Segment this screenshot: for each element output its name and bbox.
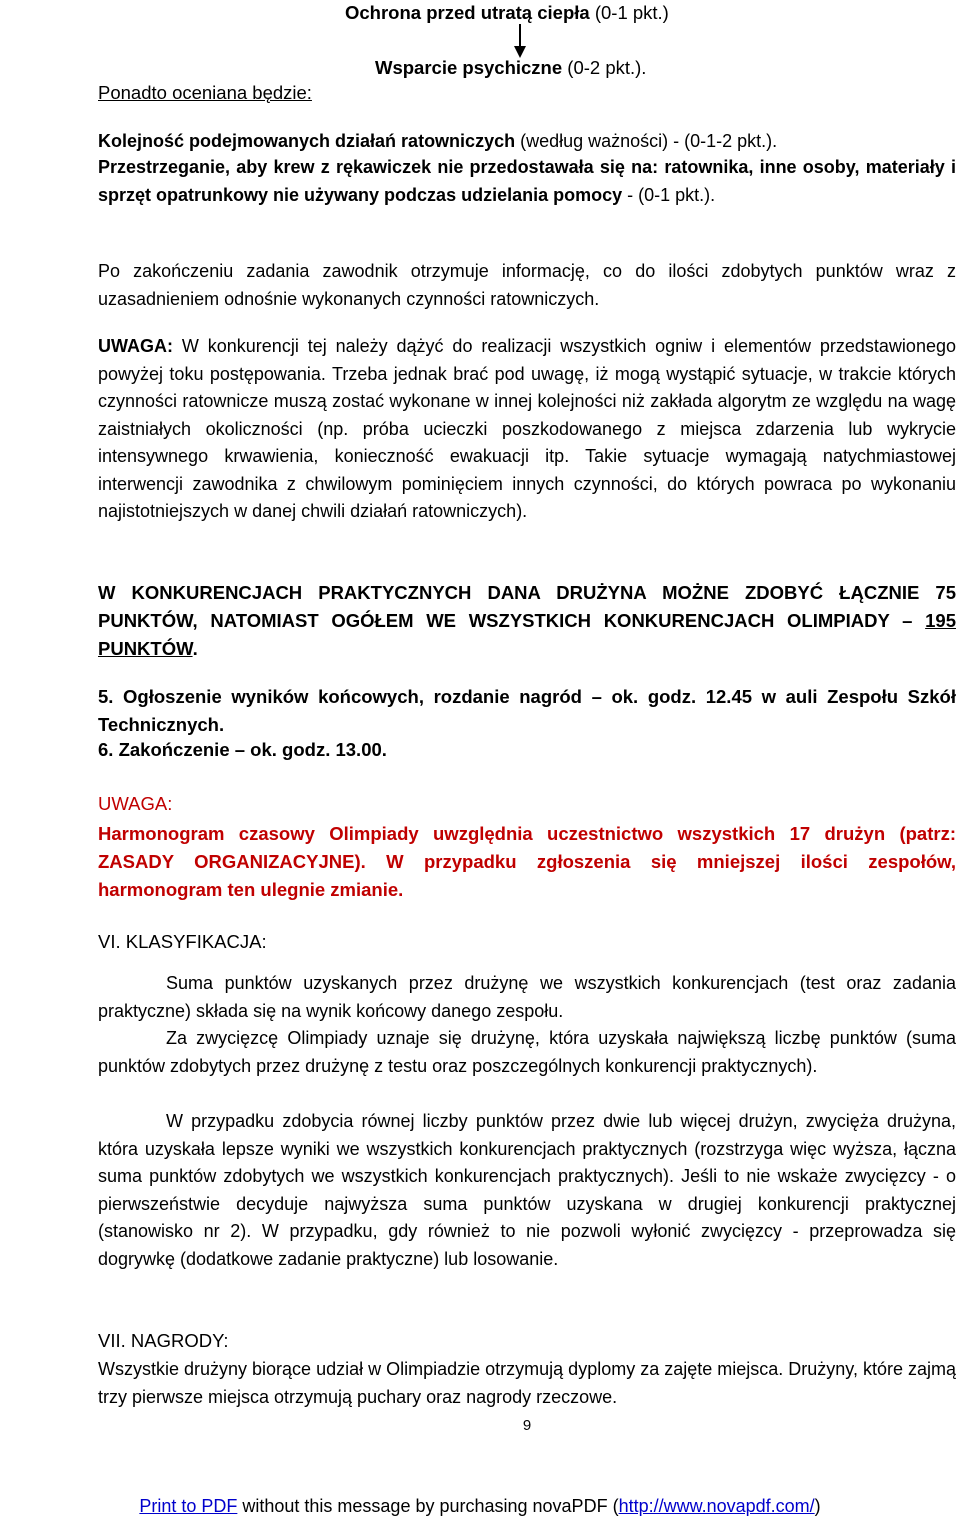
total-points-paragraph <box>98 579 956 663</box>
przestrzeganie-points: - (0-1 pkt.). <box>622 184 716 205</box>
uwaga-2-text: Harmonogram czasowy Olimpiady uwzględnia uczestnictwo wszystkich 17 drużyn (patrz: ZASADY ORGANIZACYJNE). W przypadku zgłoszenia się mniejszej ilości zespołów, harmonogram ten ulegnie zmianie. <box>98 823 956 900</box>
schedule-item-6: 6. Zakończenie – ok. godz. 13.00. <box>98 739 387 760</box>
criteria-kolejnosc <box>98 131 777 152</box>
klasyfikacja-paragraph-3: W przypadku zdobycia równej liczby punktów przez dwie lub więcej drużyn, zwycięża drużyna, która uzyskała lepsze wyniki we wszystkich konkurencjach praktycznych (rozstrzyga więc wyższa, łączna suma punktów zdobytych we wszystkich konkurencjach praktycznych). Jeśli to nie wskaże zwycięzcy - o pierwszeństwie decyduje najwyższa suma punktów uzyskana w drugiej konkurencji praktycznej (stanowisko nr 2). W przypadku, gdy również to nie pozwoli wyłonić zwycięzcy - przeprowadza się dogrywkę (dodatkowe zadanie praktyczne) lub losowanie. <box>98 1111 956 1269</box>
po-zakonczeniu-paragraph: Po zakończeniu zadania zawodnik otrzymuje informację, co do ilości zdobytych punktów wraz z uzasadnieniem odnośnie wykonanych czynności ratowniczych. <box>98 261 956 309</box>
footer <box>0 1496 960 1517</box>
ponadto-label: Ponadto oceniana będzie: <box>98 82 312 103</box>
total-points-end: . <box>192 638 198 659</box>
criteria-przestrzeganie <box>98 154 956 209</box>
total-points-underlined: 195 PUNKTÓW <box>98 610 956 659</box>
nagrody-heading: VII. NAGRODY: <box>98 1330 229 1351</box>
flow-ochrona-label: Ochrona przed utratą ciepła <box>345 2 590 23</box>
footer-middle-text: without this message by purchasing novaPDF ( <box>237 1496 619 1516</box>
flow-ochrona <box>345 2 669 24</box>
przestrzeganie-label: Przestrzeganie, aby krew z rękawiczek nie przedostawała się na: ratownika, inne osoby, materiały i sprzęt opatrunkowy nie używany podczas udzielania pomocy <box>98 157 956 205</box>
uwaga-paragraph <box>98 333 956 526</box>
uwaga-label: UWAGA: <box>98 336 173 356</box>
kolejnosc-label: Kolejność podejmowanych działań ratowniczych <box>98 131 516 151</box>
total-points-text: W KONKURENCJACH PRAKTYCZNYCH DANA DRUŻYNA MOŻNE ZDOBYĆ ŁĄCZNIE 75 PUNKTÓW, NATOMIAST OGÓŁEM WE WSZYSTKICH KONKURENCJACH OLIMPIADY – <box>98 582 956 631</box>
page-number: 9 <box>522 1417 532 1434</box>
schedule-item-5: 5. Ogłoszenie wyników końcowych, rozdanie nagród – ok. godz. 12.45 w auli Zespołu Szkół Technicznych. <box>98 686 956 735</box>
flow-wsparcie-points: (0-2 pkt.). <box>562 57 647 78</box>
klasyfikacja-heading: VI. KLASYFIKACJA: <box>98 931 267 952</box>
flow-wsparcie <box>375 57 646 79</box>
klasyfikacja-paragraph-2: Za zwycięzcę Olimpiady uznaje się drużynę, która uzyskała największą liczbę punktów (suma punktów zdobytych przez drużynę z testu oraz poszczególnych konkurencji praktycznych). <box>98 1028 956 1076</box>
flow-ochrona-points: (0-1 pkt.) <box>589 2 669 23</box>
kolejnosc-rest: (według ważności) - (0-1-2 pkt.). <box>515 131 778 151</box>
footer-end-text: ) <box>814 1496 821 1516</box>
klasyfikacja-paragraph-1: Suma punktów uzyskanych przez drużynę we wszystkich konkurencjach (test oraz zadania praktyczne) składa się na wynik końcowy danego zespołu. <box>98 973 956 1021</box>
footer-print-link[interactable]: Print to PDF <box>139 1496 238 1516</box>
uwaga-text: W konkurencji tej należy dążyć do realizacji wszystkich ogniw i elementów przedstawionego powyżej toku postępowania. Trzeba jednak brać pod uwagę, iż mogą wystąpić sytuacje, w trakcie których czynności ratownicze muszą zostać wykonane w innej kolejności niż zakłada algorytm ze względu na wagę zaistniałych okoliczności (np. próba ucieczki poszkodowanego z miejsca zdarzenia lub wykrycie intensywnego krwawienia, konieczność ewakuacji itp. Takie sytuacje wymagają natychmiastowej interwencji zawodnika z chwilowym pominięciem innych czynności, do których powraca po wykonaniu najistotniejszych w danej chwili działań ratowniczych). <box>98 336 956 521</box>
uwaga-2-label: UWAGA: <box>98 793 173 814</box>
flow-wsparcie-label: Wsparcie psychiczne <box>375 57 563 78</box>
nagrody-paragraph: Wszystkie drużyny biorące udział w Olimpiadzie otrzymują dyplomy za zajęte miejsca. Drużyny, które zajmą trzy pierwsze miejsca otrzymują puchary oraz nagrody rzeczowe. <box>98 1359 956 1407</box>
footer-novapdf-link[interactable]: http://www.novapdf.com/ <box>618 1496 815 1516</box>
